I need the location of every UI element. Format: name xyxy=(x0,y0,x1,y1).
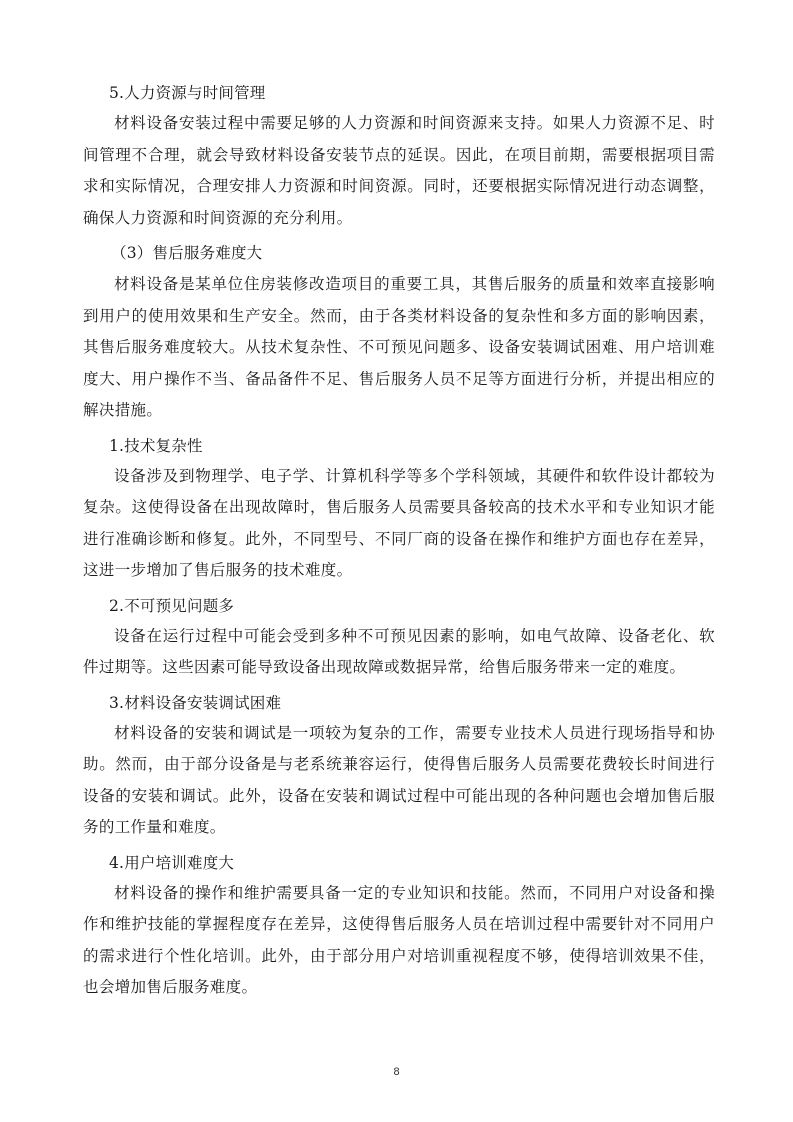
page-body xyxy=(83,78,715,1008)
paragraph-unforeseen-issues: 设备在运行过程中可能会受到多种不可预见因素的影响，如电气故障、设备老化、软件过期等。这些因素可能导致设备出现故障或数据异常，给售后服务带来一定的难度。 xyxy=(83,626,715,676)
section-heading-installation: 3.材料设备安装调试困难 xyxy=(109,693,282,712)
subheading-after-sales: （3）售后服务难度大 xyxy=(111,244,263,262)
section-heading-tech-complexity: 1.技术复杂性 xyxy=(109,436,203,455)
page-number: 8 xyxy=(393,1066,400,1078)
paragraph-tech-complexity: 设备涉及到物理学、电子学、计算机科学等多个学科领域，其硬件和软件设计都较为复杂。这使得设备在出现故障时，售后服务人员需要具备较高的技术水平和专业知识才能进行准确诊断和修复。此外，不同型号、不同厂商的设备在操作和维护方面也存在差异，这进一步增加了售后服务的技术难度。 xyxy=(83,466,715,579)
paragraph-hr-time: 材料设备安装过程中需要足够的人力资源和时间资源来支持。如果人力资源不足、时间管理不合理，就会导致材料设备安装节点的延误。因此，在项目前期，需要根据项目需求和实际情况，合理安排人力资源和时间资源。同时，还要根据实际情况进行动态调整，确保人力资源和时间资源的充分利用。 xyxy=(83,114,715,227)
paragraph-after-sales: 材料设备是某单位住房装修改造项目的重要工具，其售后服务的质量和效率直接影响到用户的使用效果和生产安全。然而，由于各类材料设备的复杂性和多方面的影响因素，其售后服务难度较大。从技术复杂性、不可预见问题多、设备安装调试困难、用户培训难度大、用户操作不当、备品备件不足、售后服务人员不足等方面进行分析，并提出相应的解决措施。 xyxy=(83,275,715,419)
paragraph-installation: 材料设备的安装和调试是一项较为复杂的工作，需要专业技术人员进行现场指导和协助。然而，由于部分设备是与老系统兼容运行，使得售后服务人员需要花费较长时间进行设备的安装和调试。此外，设备在安装和调试过程中可能出现的各种问题也会增加售后服务的工作量和难度。 xyxy=(83,723,715,836)
section-heading-hr-time: 5.人力资源与时间管理 xyxy=(109,84,266,102)
section-heading-user-training: 4.用户培训难度大 xyxy=(109,853,235,872)
paragraph-user-training: 材料设备的操作和维护需要具备一定的专业知识和技能。然而，不同用户对设备和操作和维护技能的掌握程度存在差异，这使得售后服务人员在培训过程中需要针对不同用户的需求进行个性化培训。此外，由于部分用户对培训重视程度不够，使得培训效果不佳，也会增加售后服务难度。 xyxy=(83,883,715,996)
section-heading-unforeseen-issues: 2.不可预见问题多 xyxy=(109,596,235,615)
